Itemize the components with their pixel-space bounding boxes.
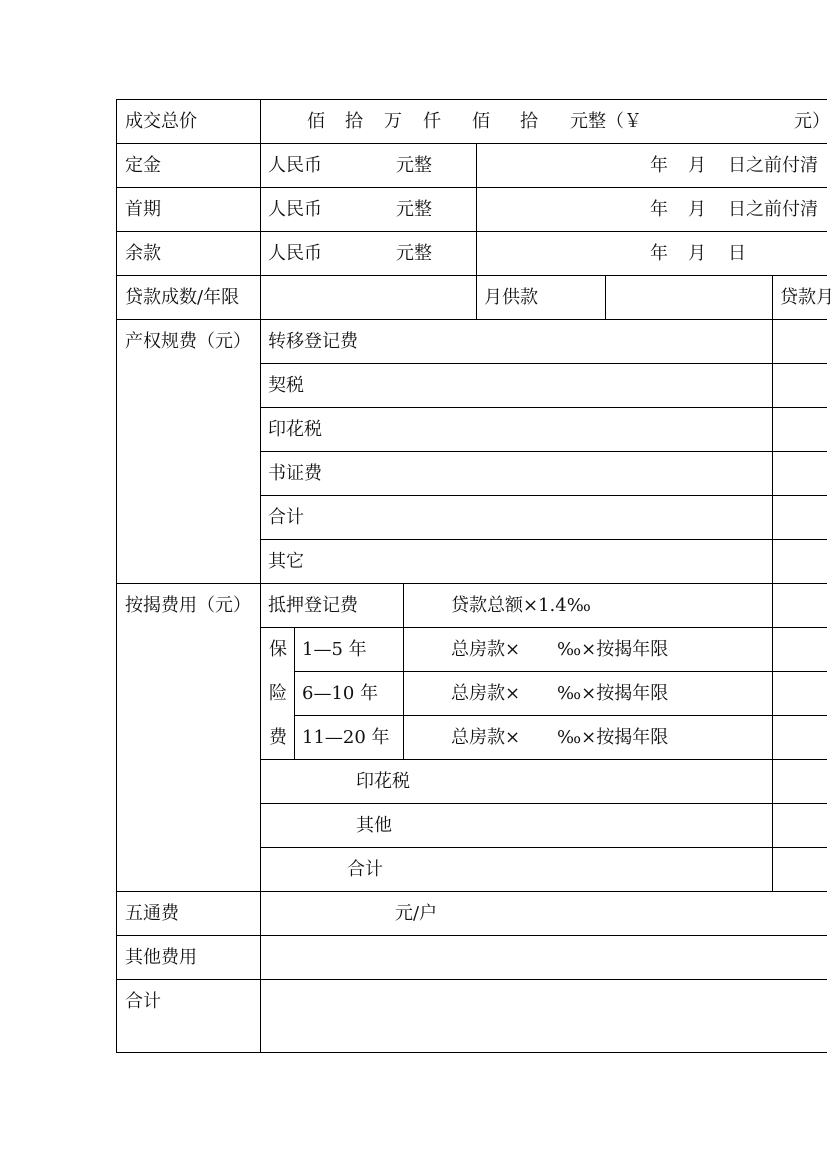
loan-month-label: 贷款月 [780, 287, 834, 308]
unit-shi: 拾 [345, 111, 363, 132]
mortgage-stamp-tax: 印花税 [356, 771, 410, 792]
mortgage-other: 其他 [356, 815, 392, 836]
property-fee-item: 印花税 [268, 419, 322, 440]
row-divider [116, 187, 827, 188]
deposit-label: 定金 [125, 155, 161, 176]
column-divider [403, 583, 404, 760]
deposit-day-note: 日之前付清 [728, 155, 818, 176]
row-divider [294, 671, 827, 672]
table-top-border [116, 99, 827, 100]
insurance-formula-a: 总房款× [451, 727, 521, 748]
mortgage-subtotal: 合计 [347, 859, 383, 880]
unit-shi: 拾 [520, 111, 538, 132]
insurance-formula-a: 总房款× [451, 639, 521, 660]
row-divider [116, 143, 827, 144]
unit-bai: 佰 [472, 111, 490, 132]
row-divider [260, 847, 827, 848]
table-bottom-border [116, 1052, 827, 1053]
balance-day-note: 日 [728, 243, 746, 264]
unit-yuan-zheng: 元整（￥ [570, 111, 642, 132]
property-fee-item: 其它 [268, 551, 304, 572]
first-payment-month: 月 [688, 199, 706, 220]
row-divider [260, 451, 827, 452]
row-divider [116, 979, 827, 980]
row-divider [260, 495, 827, 496]
unit-yuan-close: 元） [794, 111, 830, 132]
deposit-amount: 人民币 [268, 155, 322, 176]
mortgage-registration-formula: 贷款总额×1.4‰ [451, 595, 591, 616]
balance-month: 月 [688, 243, 706, 264]
unit-qian: 仟 [423, 111, 441, 132]
first-payment-day-note: 日之前付清 [728, 199, 818, 220]
balance-label: 余款 [125, 243, 161, 264]
insurance-formula-b: ‰×按揭年限 [557, 727, 669, 748]
mortgage-registration-label: 抵押登记费 [268, 595, 358, 616]
first-payment-amount: 人民币 [268, 199, 322, 220]
total-price-label: 成交总价 [125, 111, 197, 132]
row-divider [260, 407, 827, 408]
row-divider [116, 231, 827, 232]
column-divider [605, 275, 606, 320]
row-divider [116, 319, 827, 320]
insurance-period: 1—5 年 [302, 639, 367, 660]
loan-label: 贷款成数/年限 [125, 287, 240, 308]
property-fee-item: 转移登记费 [268, 331, 358, 352]
row-divider [116, 891, 827, 892]
mortgage-fees-label: 按揭费用（元） [125, 595, 251, 616]
column-divider [772, 275, 773, 892]
unit-wan: 万 [384, 111, 402, 132]
property-fees-label: 产权规费（元） [125, 331, 251, 352]
balance-amount: 人民币 [268, 243, 322, 264]
row-divider [116, 583, 827, 584]
property-fee-item: 合计 [268, 507, 304, 528]
label-column-divider [260, 99, 261, 1053]
monthly-payment-label: 月供款 [484, 287, 538, 308]
utilities-label: 五通费 [125, 903, 179, 924]
row-divider [260, 803, 827, 804]
insurance-formula-a: 总房款× [451, 683, 521, 704]
grand-total-label: 合计 [125, 991, 161, 1012]
unit-bai: 佰 [307, 111, 325, 132]
deposit-suffix: 元整 [396, 155, 432, 176]
row-divider [260, 627, 827, 628]
first-payment-label: 首期 [125, 199, 161, 220]
insurance-period: 6—10 年 [302, 683, 379, 704]
insurance-label-char: 费 [269, 727, 287, 748]
column-divider [476, 143, 477, 320]
property-fee-item: 书证费 [268, 463, 322, 484]
insurance-formula-b: ‰×按揭年限 [557, 683, 669, 704]
row-divider [260, 539, 827, 540]
table-left-border [116, 99, 117, 1053]
row-divider [116, 935, 827, 936]
insurance-formula-b: ‰×按揭年限 [557, 639, 669, 660]
first-payment-year: 年 [650, 199, 668, 220]
balance-suffix: 元整 [396, 243, 432, 264]
deposit-year: 年 [650, 155, 668, 176]
row-divider [116, 275, 827, 276]
utilities-unit: 元/户 [395, 903, 438, 924]
row-divider [260, 759, 827, 760]
deposit-month: 月 [688, 155, 706, 176]
insurance-period: 11—20 年 [302, 727, 390, 748]
insurance-label-char: 保 [269, 639, 287, 660]
column-divider [294, 627, 295, 760]
first-payment-suffix: 元整 [396, 199, 432, 220]
row-divider [294, 715, 827, 716]
row-divider [260, 363, 827, 364]
insurance-label-char: 险 [269, 683, 287, 704]
property-fee-item: 契税 [268, 375, 304, 396]
other-fees-label: 其他费用 [125, 947, 197, 968]
balance-year: 年 [650, 243, 668, 264]
